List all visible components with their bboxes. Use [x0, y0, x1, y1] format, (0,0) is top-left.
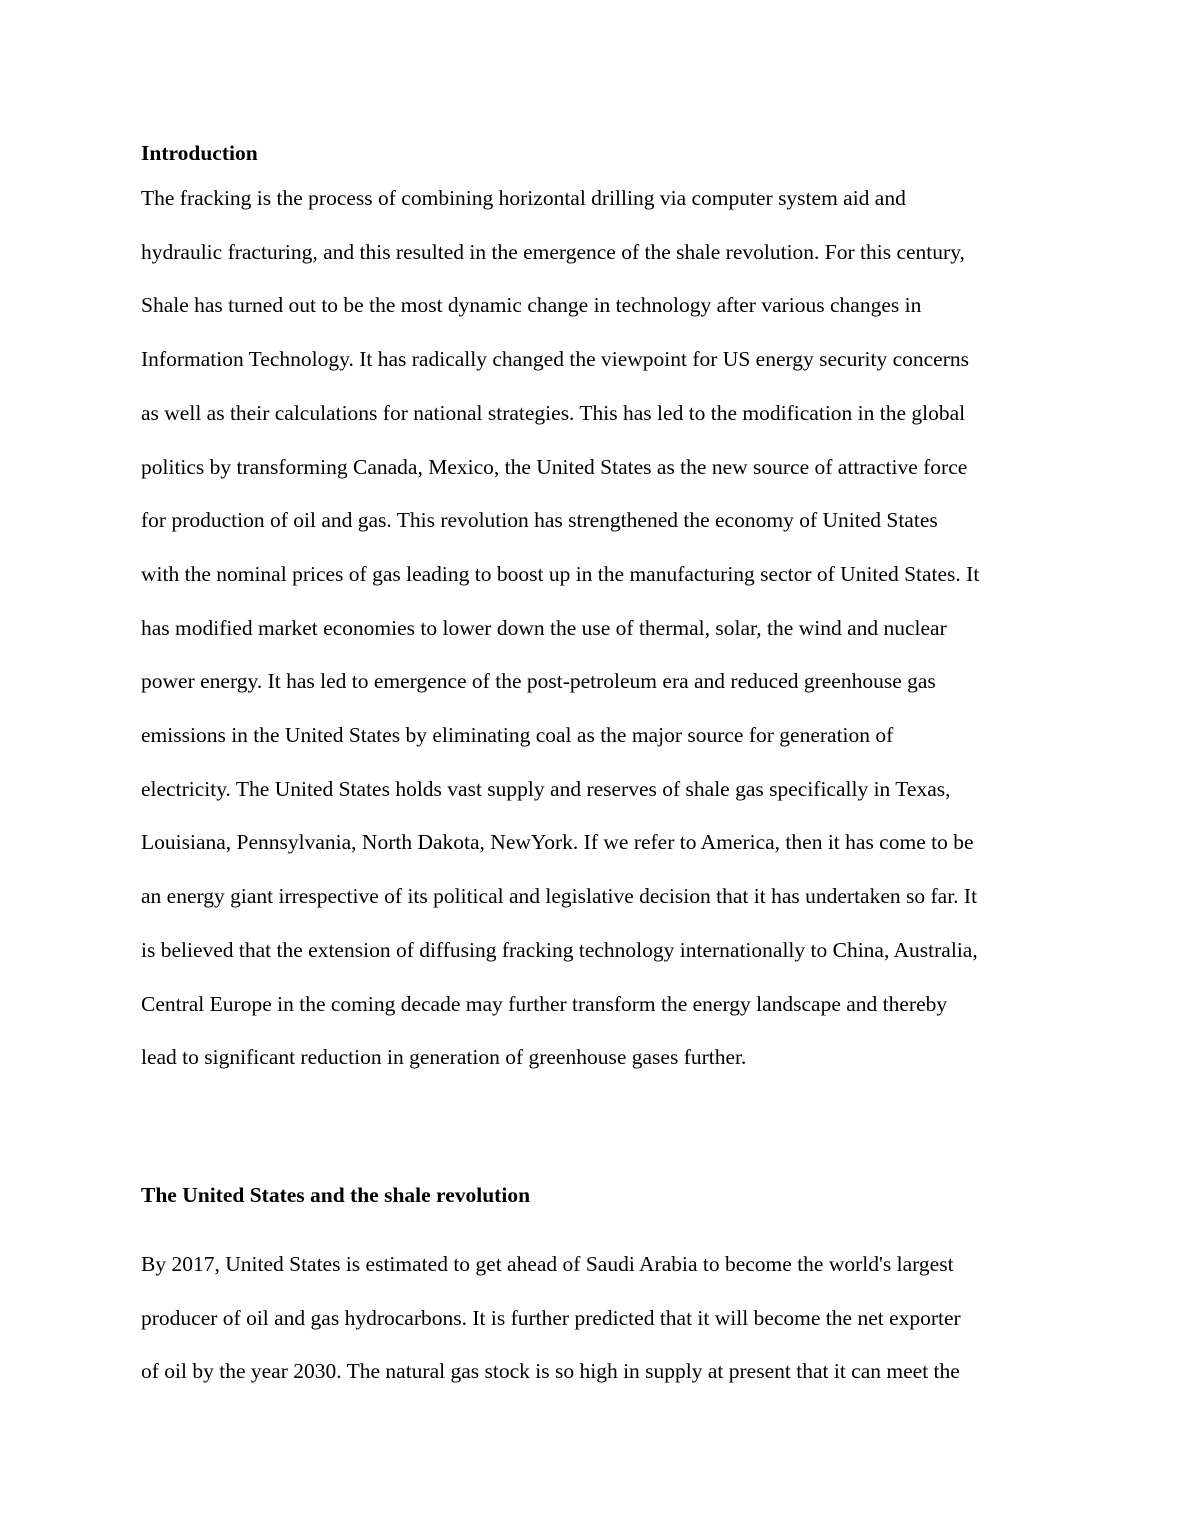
paragraph-line: of oil by the year 2030. The natural gas stock is so high in supply at present that it can meet the	[141, 1359, 960, 1384]
paragraph-line: hydraulic fracturing, and this resulted in the emergence of the shale revolution. For this century,	[141, 239, 965, 264]
paragraph-line: lead to significant reduction in generation of greenhouse gases further.	[141, 1045, 747, 1070]
paragraph-line: emissions in the United States by eliminating coal as the major source for generation of	[141, 723, 894, 748]
paragraph-line: an energy giant irrespective of its political and legislative decision that it has undertaken so far. It	[141, 884, 978, 909]
paragraph-line: for production of oil and gas. This revolution has strengthened the economy of United States	[141, 508, 938, 533]
paragraph-line: By 2017, United States is estimated to get ahead of Saudi Arabia to become the world's largest	[141, 1252, 954, 1276]
section-heading-introduction: Introduction	[141, 141, 258, 165]
paragraph-line: producer of oil and gas hydrocarbons. It is further predicted that it will become the net exporter	[141, 1305, 961, 1330]
paragraph-line: with the nominal prices of gas leading to boost up in the manufacturing sector of United States. It	[141, 561, 980, 586]
paragraph-line: Louisiana, Pennsylvania, North Dakota, NewYork. If we refer to America, then it has come to be	[141, 830, 974, 855]
paragraph-line: Central Europe in the coming decade may further transform the energy landscape and thereby	[141, 991, 948, 1016]
paragraph-line: has modified market economies to lower down the use of thermal, solar, the wind and nuclear	[141, 615, 947, 640]
paragraph-line: The fracking is the process of combining horizontal drilling via computer system aid and	[141, 186, 906, 210]
paragraph-line: Shale has turned out to be the most dynamic change in technology after various changes in	[141, 293, 922, 318]
paragraph-line: politics by transforming Canada, Mexico, the United States as the new source of attractive force	[141, 454, 968, 479]
shale-revolution-paragraph	[141, 1238, 1056, 1399]
introduction-paragraph	[141, 172, 1056, 1085]
paragraph-line: electricity. The United States holds vast supply and reserves of shale gas specifically in Texas,	[141, 776, 951, 801]
paragraph-line: power energy. It has led to emergence of the post-petroleum era and reduced greenhouse gas	[141, 669, 936, 694]
paragraph-line: is believed that the extension of diffusing fracking technology internationally to China, Australia,	[141, 937, 978, 962]
section-heading-shale-revolution: The United States and the shale revolution	[141, 1183, 531, 1207]
paragraph-line: as well as their calculations for national strategies. This has led to the modification in the global	[141, 400, 966, 425]
paragraph-line: Information Technology. It has radically changed the viewpoint for US energy security concerns	[141, 347, 969, 372]
